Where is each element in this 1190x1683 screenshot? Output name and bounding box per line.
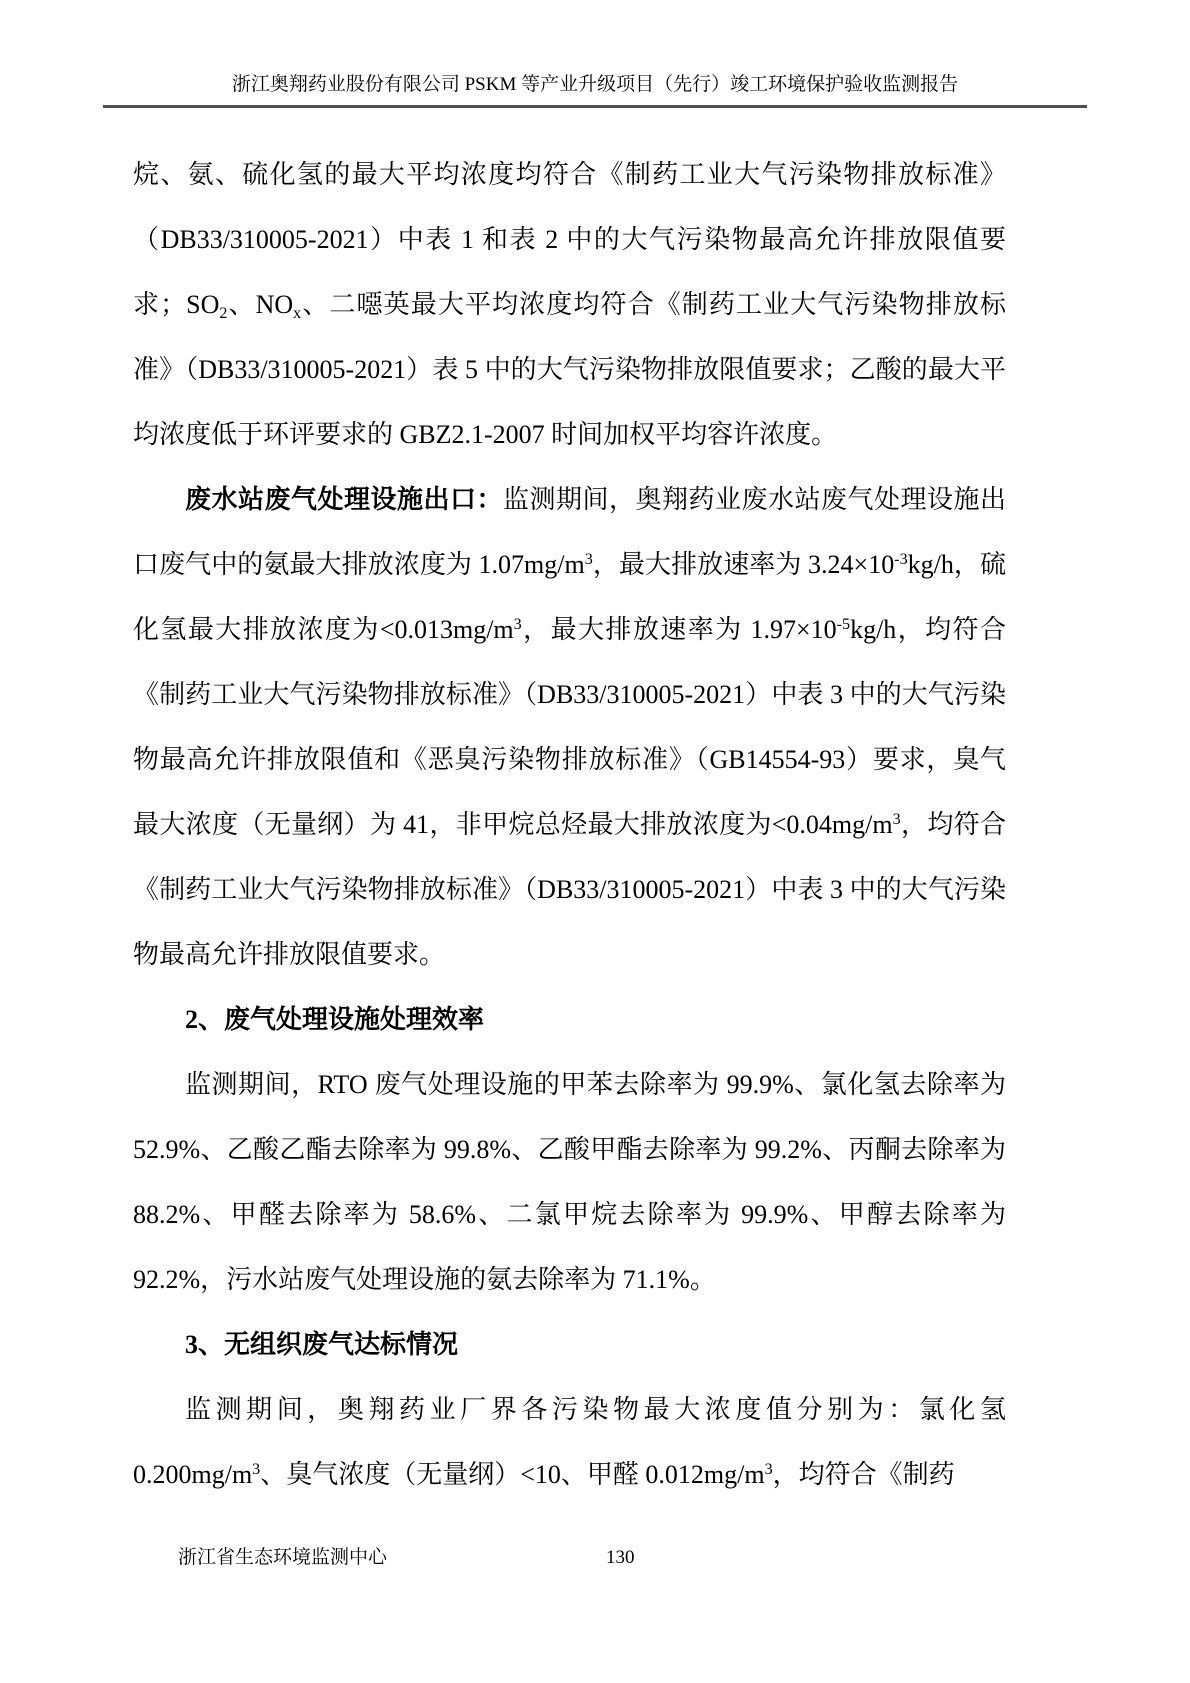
- text-run: 监测期间，奥翔药业废水站废气处理设施出口废气中的氨最大排放浓度为 1.07mg/m: [133, 485, 1006, 579]
- text-run: 3: [764, 1461, 773, 1479]
- footer-organization: 浙江省生态环境监测中心: [178, 1547, 388, 1568]
- paragraph: [133, 467, 1006, 987]
- header-title: 浙江奥翔药业股份有限公司 PSKM 等产业升级项目（先行）竣工环境保护验收监测报告: [231, 74, 959, 95]
- text-run: ，均符合《制药: [772, 1460, 955, 1489]
- text-run: 2、废气处理设施处理效率: [185, 1005, 485, 1034]
- text-run: -3: [894, 551, 908, 569]
- document-body: [133, 142, 1006, 1507]
- text-run: ，最大排放速率为 1.97×10: [521, 615, 837, 644]
- text-run: 3: [892, 811, 901, 829]
- text-run: 3: [252, 1461, 261, 1479]
- section-heading: [133, 1312, 1006, 1377]
- page-number: 130: [606, 1547, 635, 1568]
- text-run: kg/h，硫化氢最大排放浓度为<0.013mg/m: [133, 550, 1006, 644]
- text-run: ，最大排放速率为 3.24×10: [592, 550, 895, 579]
- text-run: 3、无组织废气达标情况: [185, 1330, 459, 1359]
- paragraph: [133, 142, 1006, 467]
- text-run: 烷、氨、硫化氢的最大平均浓度均符合《制药工业大气污染物排放标准》（DB33/310005-2021）中表 1 和表 2 中的大气污染物最高允许排放限值要求；SO: [133, 160, 1006, 319]
- text-run: x: [293, 304, 302, 322]
- text-run: kg/h，均符合《制药工业大气污染物排放标准》（DB33/310005-2021）中表 3 中的大气污染物最高允许排放限值和《恶臭污染物排放标准》（GB14554-93）要求，臭气最大浓度（无量纲）为 41，非甲烷总烃最大排放浓度为<0.04mg/m: [133, 615, 1006, 839]
- text-run: 3: [513, 616, 522, 634]
- section-heading: [133, 987, 1006, 1052]
- text-run: 、二噁英最大平均浓度均符合《制药工业大气污染物排放标准》（DB33/310005-2021）表 5 中的大气污染物排放限值要求；乙酸的最大平均浓度低于环评要求的 GBZ2.1-2007 时间加权平均容许浓度。: [133, 290, 1006, 449]
- text-run: 监测期间，RTO 废气处理设施的甲苯去除率为 99.9%、氯化氢去除率为 52.9%、乙酸乙酯去除率为 99.8%、乙酸甲酯去除率为 99.2%、丙酮去除率为 88.2%、甲醛去除率为 58.6%、二氯甲烷去除率为 99.9%、甲醇去除率为 92.2%，污水站废气处理设施的氨去除率为 71.1%。: [133, 1070, 1006, 1294]
- text-run: -5: [836, 616, 851, 634]
- paragraph: [133, 1052, 1006, 1312]
- text-run: 2: [219, 304, 228, 322]
- text-run: ，均符合《制药工业大气污染物排放标准》（DB33/310005-2021）中表 3 中的大气污染物最高允许排放限值要求。: [133, 810, 1006, 969]
- text-run: 、臭气浓度（无量纲）<10、甲醛 0.012mg/m: [260, 1460, 765, 1489]
- paragraph: [133, 1377, 1006, 1507]
- text-run: 、NO: [227, 290, 294, 319]
- page-header: [103, 72, 1087, 108]
- text-run: 监测期间，奥翔药业厂界各污染物最大浓度值分别为：氯化氢 0.200mg/m: [133, 1395, 1006, 1489]
- text-run: 3: [584, 551, 593, 569]
- text-run: 废水站废气处理设施出口：: [185, 485, 503, 514]
